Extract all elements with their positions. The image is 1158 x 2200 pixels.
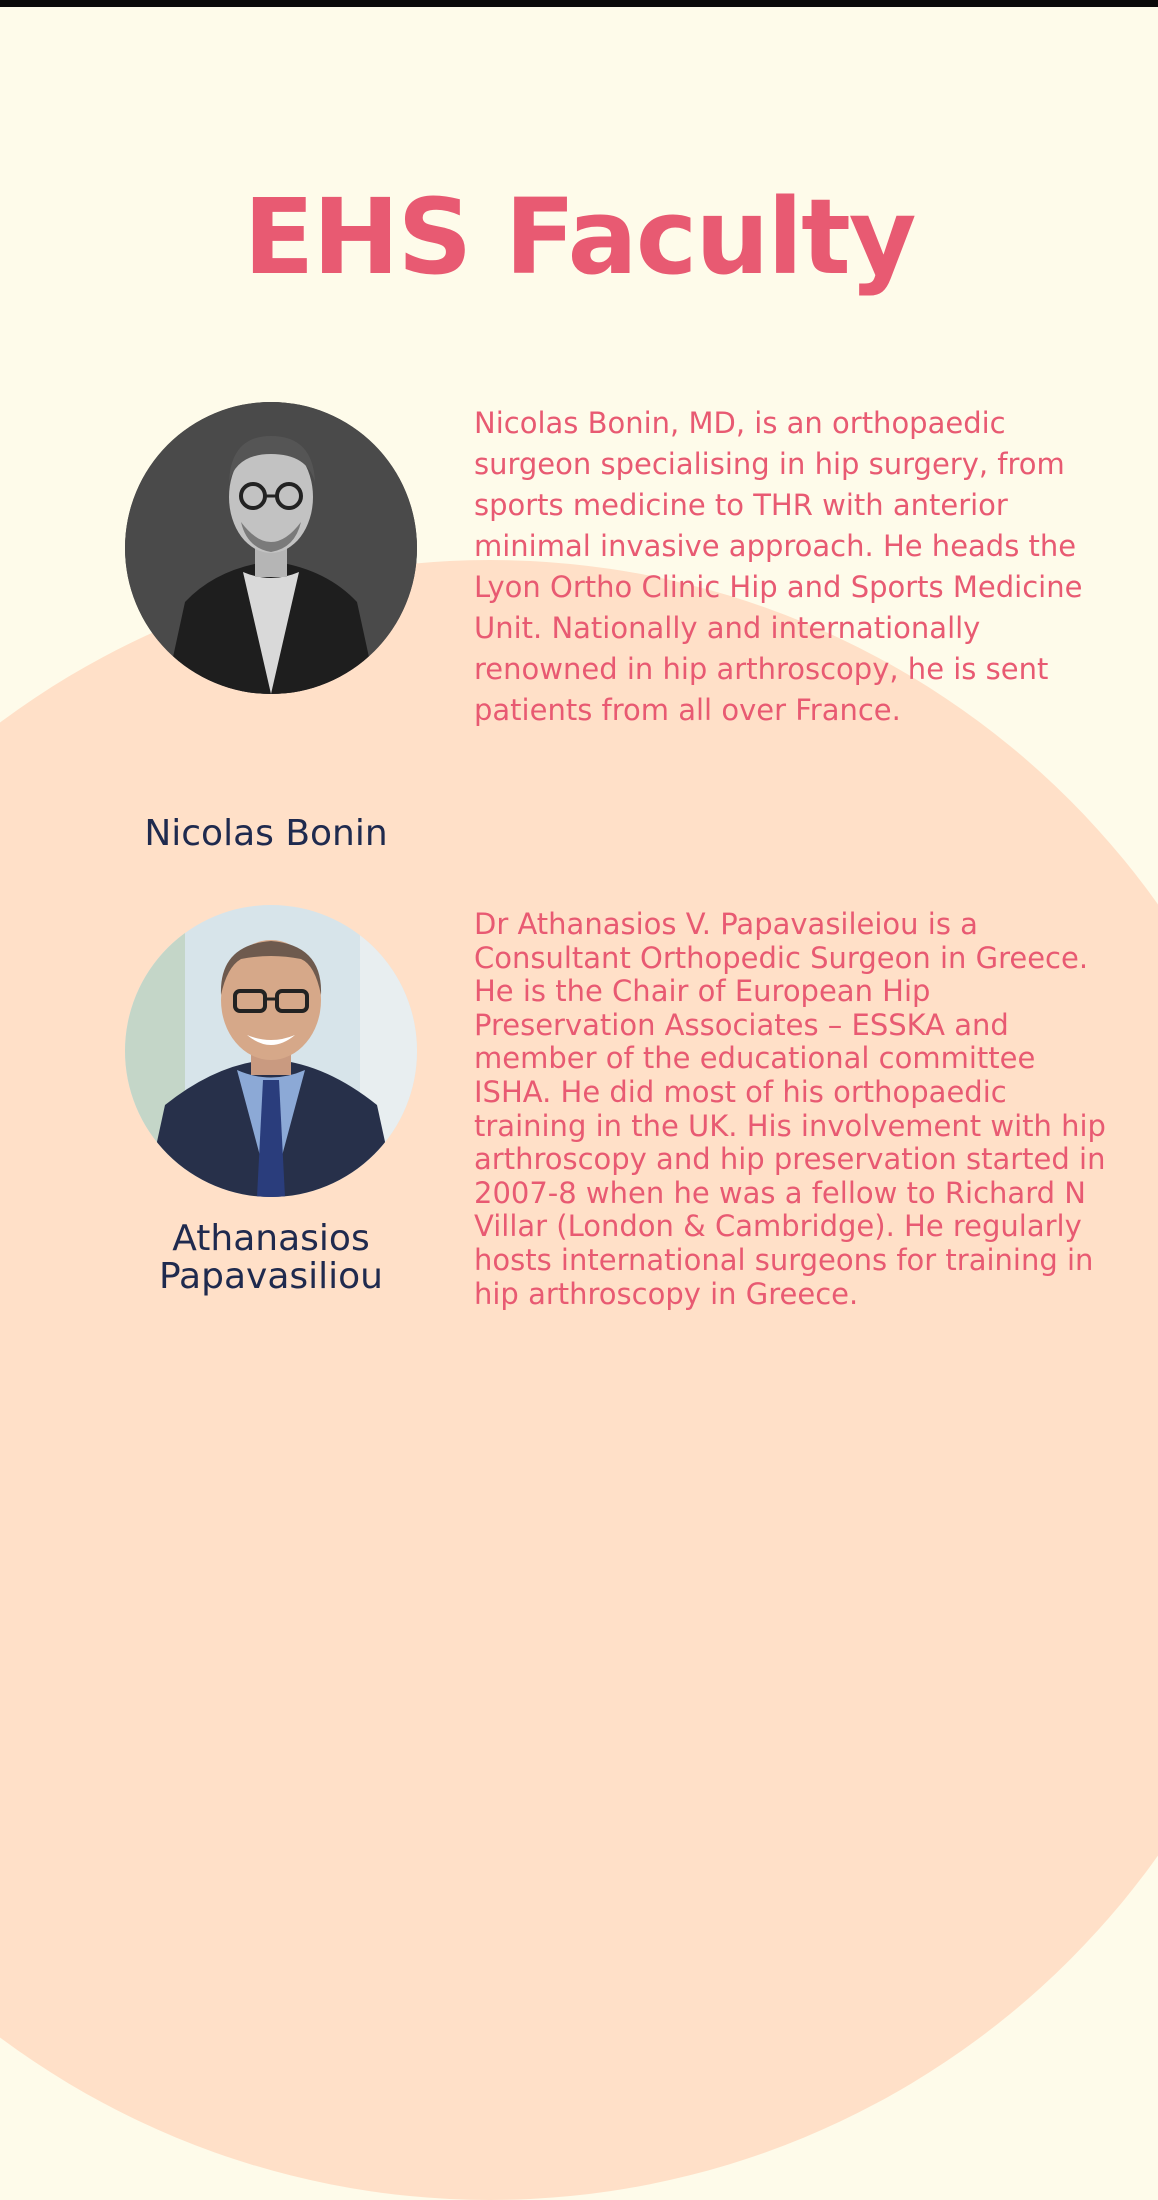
faculty-bio: Nicolas Bonin, MD, is an orthopaedic surgeon specialising in hip surgery, from sports medicine to THR with anterior minimal invasive approach. He heads the Lyon Ortho Clinic Hip and Sports Medicine Unit. Nationally and internationally renowned in hip arthroscopy, he is sent patients from all over France. — [474, 406, 1083, 727]
portrait-athanasios-papavasiliou — [125, 905, 417, 1197]
top-border — [0, 0, 1158, 7]
faculty-bio: Dr Athanasios V. Papavasileiou is a Consultant Orthopedic Surgeon in Greece. He is the Chair of European Hip Preservation Associates – ESSKA and member of the educational committee ISHA. He did most of his orthopaedic training in the UK. His involvement with hip arthroscopy and hip preservation started in 2007-8 when he was a fellow to Richard N Villar (London & Cambridge). He regularly hosts international surgeons for training in hip arthroscopy in Greece. — [474, 907, 1106, 1311]
faculty-name: Athanasios Papavasiliou — [158, 1218, 384, 1297]
faculty-name: Nicolas Bonin — [144, 813, 388, 854]
portrait-nicolas-bonin — [125, 402, 417, 694]
page-title: EHS Faculty — [243, 176, 915, 298]
background-arc — [0, 560, 1158, 2200]
